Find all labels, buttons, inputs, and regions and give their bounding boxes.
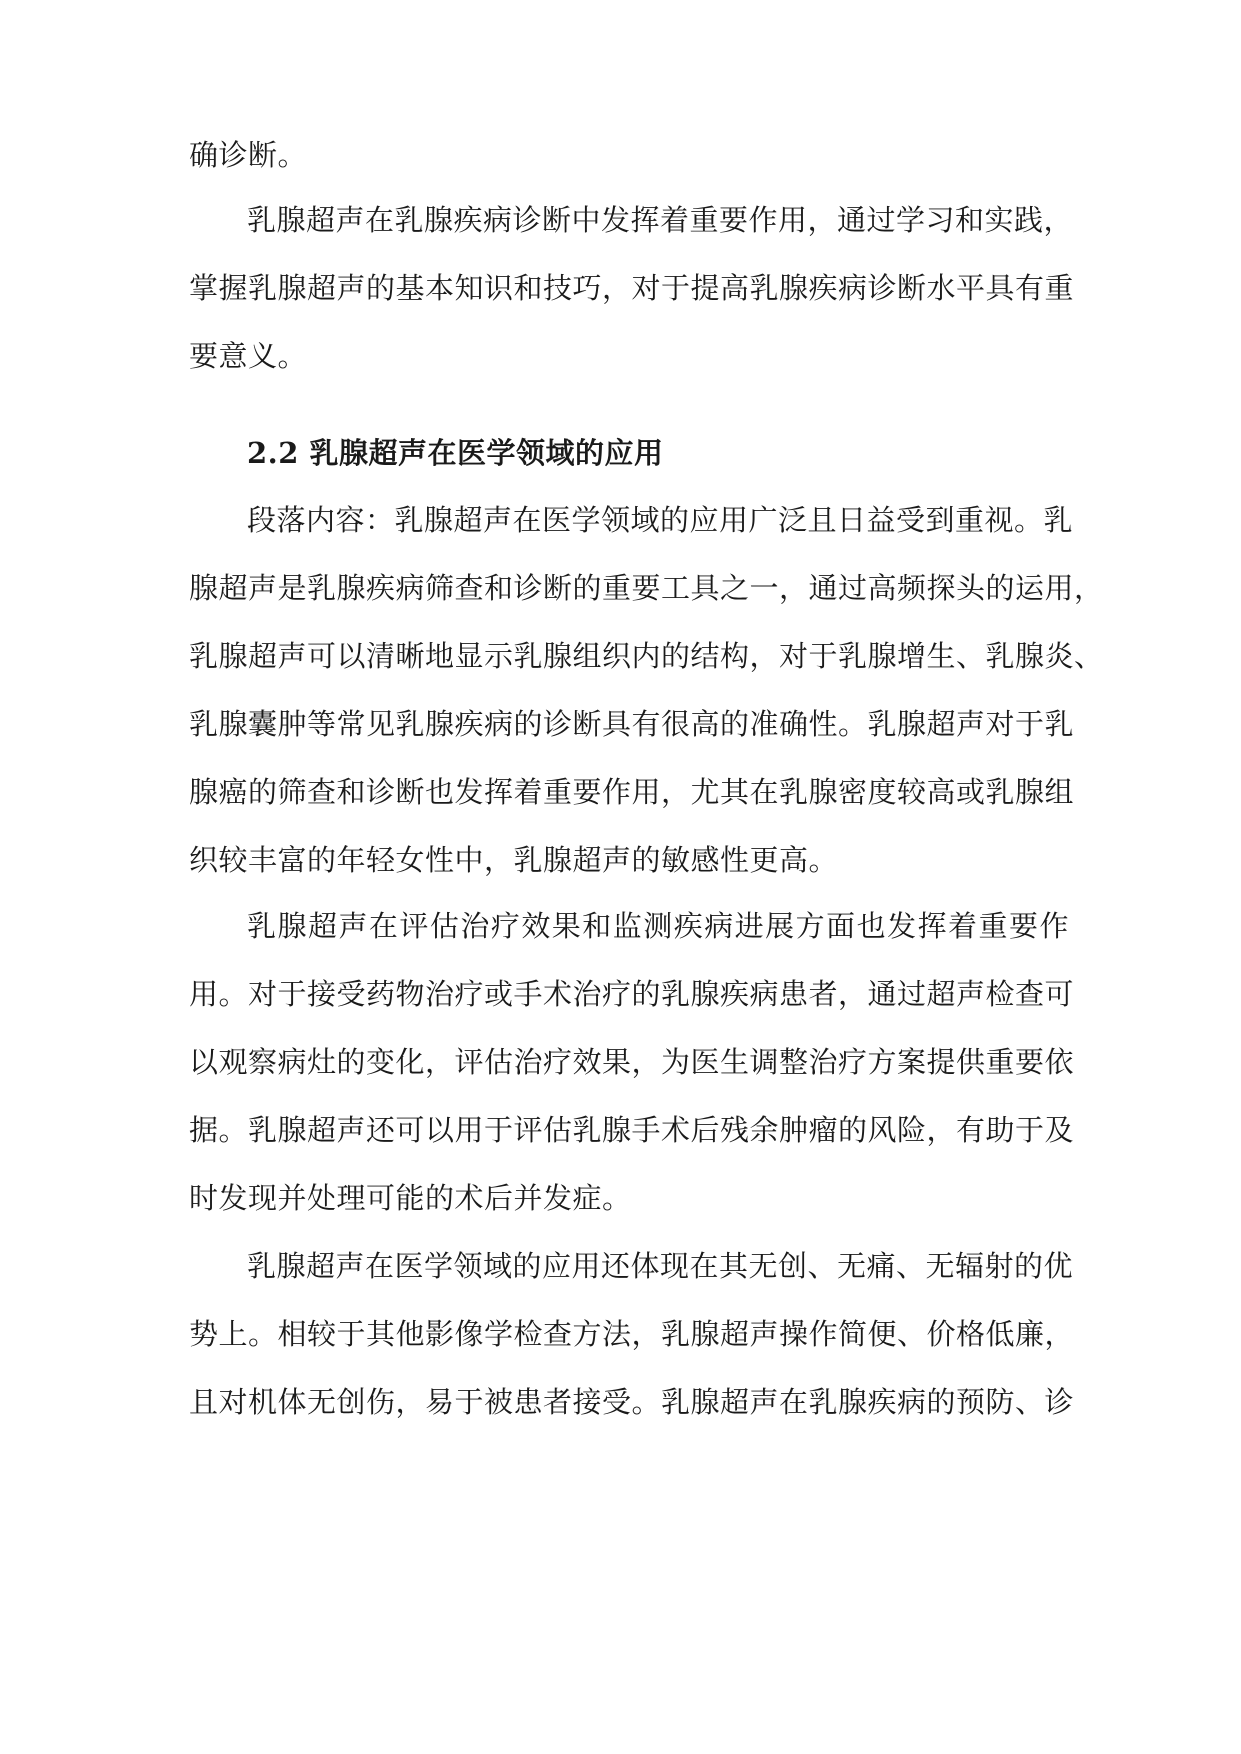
paragraph-line: 乳腺超声在医学领域的应用还体现在其无创、无痛、无辐射的优 <box>247 1249 1074 1283</box>
paragraph-line: 段落内容：乳腺超声在医学领域的应用广泛且日益受到重视。乳 <box>247 503 1074 537</box>
paragraph-line: 以观察病灶的变化，评估治疗效果，为医生调整治疗方案提供重要依 <box>189 1045 1075 1079</box>
paragraph-line: 据。乳腺超声还可以用于评估乳腺手术后残余肿瘤的风险，有助于及 <box>189 1113 1075 1147</box>
paragraph-line: 织较丰富的年轻女性中，乳腺超声的敏感性更高。 <box>189 843 839 877</box>
paragraph-line: 时发现并处理可能的术后并发症。 <box>189 1181 632 1215</box>
paragraph-line: 确诊断。 <box>189 138 308 172</box>
paragraph-line: 乳腺超声在乳腺疾病诊断中发挥着重要作用，通过学习和实践， <box>247 203 1074 237</box>
paragraph-line: 腺癌的筛查和诊断也发挥着重要作用，尤其在乳腺密度较高或乳腺组 <box>189 775 1075 809</box>
paragraph-line: 势上。相较于其他影像学检查方法，乳腺超声操作简便、价格低廉， <box>189 1317 1075 1351</box>
paragraph-line: 要意义。 <box>189 339 308 373</box>
paragraph-line: 且对机体无创伤，易于被患者接受。乳腺超声在乳腺疾病的预防、诊 <box>189 1385 1075 1419</box>
paragraph-line: 乳腺囊肿等常见乳腺疾病的诊断具有很高的准确性。乳腺超声对于乳 <box>189 707 1075 741</box>
section-heading: 2.2 乳腺超声在医学领域的应用 <box>247 436 664 470</box>
paragraph-line: 用。对于接受药物治疗或手术治疗的乳腺疾病患者，通过超声检查可 <box>189 977 1075 1011</box>
paragraph-line: 掌握乳腺超声的基本知识和技巧，对于提高乳腺疾病诊断水平具有重 <box>189 271 1075 305</box>
paragraph-line: 乳腺超声在评估治疗效果和监测疾病进展方面也发挥着重要作 <box>247 909 1069 943</box>
paragraph-line: 腺超声是乳腺疾病筛查和诊断的重要工具之一，通过高频探头的运用， <box>189 571 1104 605</box>
paragraph-line: 乳腺超声可以清晰地显示乳腺组织内的结构，对于乳腺增生、乳腺炎、 <box>189 639 1104 673</box>
